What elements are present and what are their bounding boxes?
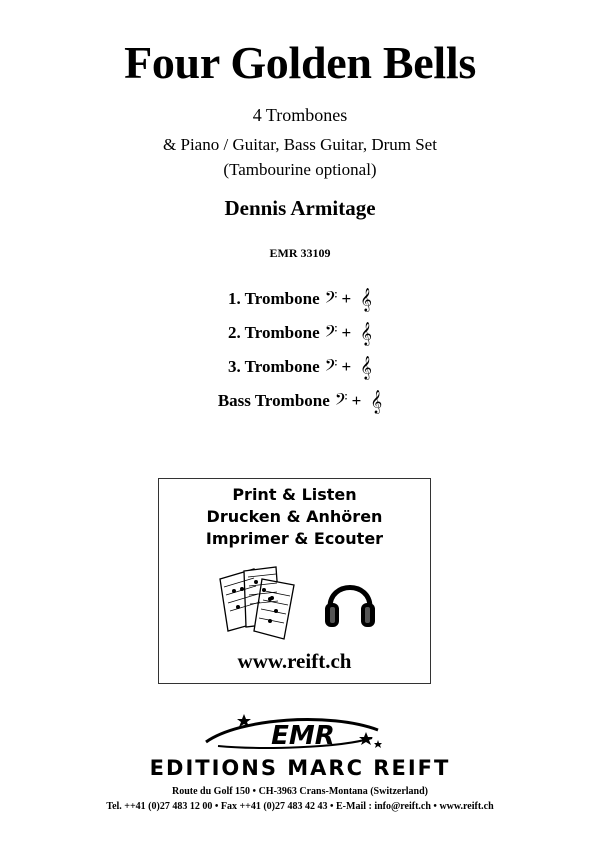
promo-line-german: Drucken & Anhören xyxy=(206,507,383,526)
promo-line-french: Imprimer & Ecouter xyxy=(205,529,384,548)
publisher-name: EDITIONS MARC REIFT xyxy=(149,756,451,780)
parts-list xyxy=(0,282,600,418)
treble-clef-icon: 𝄞 xyxy=(360,287,372,311)
promo-line-english: Print & Listen xyxy=(232,485,357,504)
catalog-number: EMR 33109 xyxy=(269,246,331,260)
plus-sign: + xyxy=(351,391,362,410)
plus-sign: + xyxy=(341,357,352,376)
treble-clef-icon: 𝄞 xyxy=(360,355,372,379)
instrumentation-line-3: (Tambourine optional) xyxy=(223,160,377,179)
part-item xyxy=(0,350,600,384)
sheet-music-icon xyxy=(214,565,304,641)
part-label: 3. Trombone xyxy=(227,357,320,376)
part-item xyxy=(0,316,600,350)
bass-clef-icon: 𝄢 xyxy=(324,355,338,379)
headphones-icon xyxy=(322,569,378,633)
publisher-address: Route du Golf 150 • CH-3963 Crans-Montana (Switzerland) xyxy=(172,786,428,797)
bass-clef-icon: 𝄢 xyxy=(334,389,348,413)
part-label: 2. Trombone xyxy=(227,323,320,342)
composer-name: Dennis Armitage xyxy=(224,196,376,220)
emr-logo-text: EMR xyxy=(271,721,335,751)
part-item xyxy=(0,282,600,316)
part-label: 1. Trombone xyxy=(227,289,320,308)
instrumentation-line-1: 4 Trombones xyxy=(252,105,348,125)
plus-sign: + xyxy=(341,289,352,308)
emr-logo xyxy=(200,710,400,756)
score-title: Four Golden Bells xyxy=(124,37,476,88)
part-label: Bass Trombone xyxy=(217,391,330,410)
bass-clef-icon: 𝄢 xyxy=(324,321,338,345)
part-item xyxy=(0,384,600,418)
print-listen-box xyxy=(158,478,431,684)
website-url: www.reift.ch xyxy=(237,649,352,673)
plus-sign: + xyxy=(341,323,352,342)
instrumentation-line-2: & Piano / Guitar, Bass Guitar, Drum Set xyxy=(163,135,437,154)
bass-clef-icon: 𝄢 xyxy=(324,287,338,311)
treble-clef-icon: 𝄞 xyxy=(370,389,383,413)
publisher-contact: Tel. ++41 (0)27 483 12 00 • Fax ++41 (0)27 483 42 43 • E-Mail : info@reift.ch • www.reift.ch xyxy=(106,801,494,812)
treble-clef-icon: 𝄞 xyxy=(360,321,372,345)
